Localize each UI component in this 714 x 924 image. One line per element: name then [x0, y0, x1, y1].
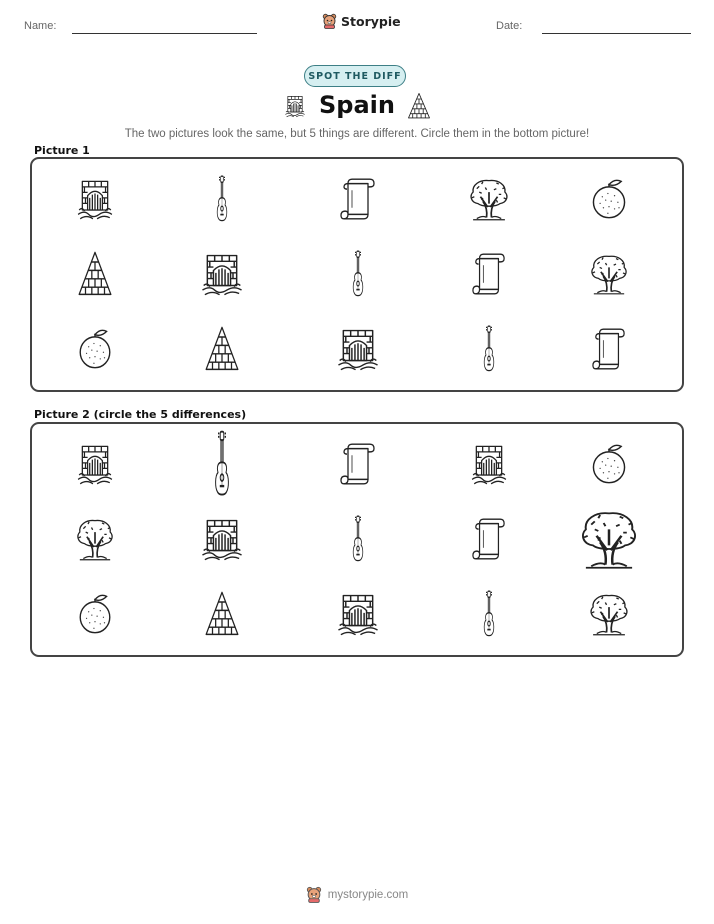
scroll-icon[interactable]	[340, 442, 376, 486]
tree-icon	[588, 252, 630, 296]
picture1-label: Picture 1	[34, 144, 90, 157]
tree-icon[interactable]	[577, 507, 641, 571]
guitar-icon[interactable]	[206, 430, 238, 498]
instructions: The two pictures look the same, but 5 things are different. Circle them in the bottom picture!	[124, 128, 590, 140]
guitar-icon[interactable]	[477, 590, 501, 638]
orange-icon[interactable]	[76, 592, 114, 636]
footer	[0, 886, 714, 903]
footer-url[interactable]: mystorypie.com	[327, 888, 409, 901]
gate-icon	[76, 177, 114, 221]
tree-icon	[467, 176, 511, 222]
orange-icon[interactable]	[589, 442, 629, 486]
guitar-icon	[210, 175, 234, 223]
name-label: Name:	[24, 20, 57, 32]
picture2-panel[interactable]	[30, 422, 684, 657]
guitar-icon[interactable]	[346, 515, 370, 563]
orange-icon	[76, 327, 114, 371]
pyramid-icon	[76, 250, 114, 298]
gate-icon[interactable]	[200, 516, 244, 562]
date-label: Date:	[496, 20, 523, 32]
name-field[interactable]	[72, 33, 257, 34]
tree-icon[interactable]	[587, 591, 631, 637]
picture1-panel	[30, 157, 684, 392]
brand-name: Storypie	[341, 13, 401, 29]
gate-icon[interactable]	[336, 591, 380, 637]
scroll-icon	[340, 177, 376, 221]
orange-icon	[589, 177, 629, 221]
spot-the-diff-badge: SPOT THE DIFF	[304, 65, 406, 87]
brand-logo	[322, 13, 401, 29]
pyramid-icon	[203, 325, 241, 373]
page-title: Spain	[319, 91, 395, 119]
scroll-icon[interactable]	[472, 517, 506, 561]
guitar-icon	[346, 250, 370, 298]
bear-logo-icon	[322, 13, 337, 29]
title-pyramid-icon	[406, 92, 432, 120]
gate-icon[interactable]	[470, 442, 508, 486]
scroll-icon	[592, 327, 626, 371]
gate-icon	[200, 251, 244, 297]
scroll-icon	[472, 252, 506, 296]
footer-bear-icon	[306, 886, 322, 903]
guitar-icon	[477, 325, 501, 373]
gate-icon[interactable]	[76, 442, 114, 486]
tree-icon[interactable]	[74, 516, 116, 562]
pyramid-icon[interactable]	[203, 590, 241, 638]
date-field[interactable]	[542, 33, 691, 34]
picture2-label: Picture 2 (circle the 5 differences)	[34, 408, 247, 421]
gate-icon	[336, 326, 380, 372]
